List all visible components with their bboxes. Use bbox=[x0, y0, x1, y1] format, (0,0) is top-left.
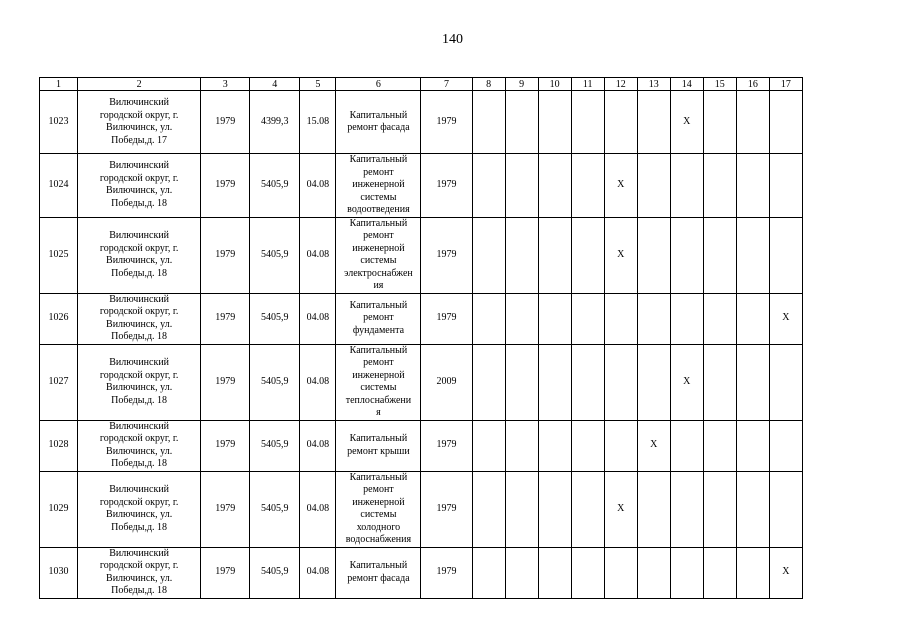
cell-address: Вилючинский городской округ, г. Вилючинск, ул. Победы,д. 18 bbox=[78, 344, 201, 420]
cell-mark bbox=[505, 547, 538, 598]
table-row bbox=[40, 217, 803, 293]
cell-record-number: 1029 bbox=[40, 471, 78, 547]
cell-mark bbox=[637, 91, 670, 154]
cell-mark: X bbox=[769, 547, 802, 598]
cell-mark bbox=[538, 344, 571, 420]
column-header: 5 bbox=[300, 78, 336, 91]
cell-year-built: 1979 bbox=[201, 154, 250, 218]
cell-mark bbox=[538, 471, 571, 547]
cell-mark: X bbox=[604, 217, 637, 293]
cell-code: 04.08 bbox=[300, 293, 336, 344]
cell-area: 5405,9 bbox=[250, 154, 300, 218]
cell-area: 5405,9 bbox=[250, 420, 300, 471]
cell-mark bbox=[571, 154, 604, 218]
cell-code: 04.08 bbox=[300, 547, 336, 598]
cell-year-built: 1979 bbox=[201, 293, 250, 344]
cell-mark bbox=[505, 154, 538, 218]
cell-mark bbox=[736, 471, 769, 547]
cell-mark bbox=[736, 217, 769, 293]
cell-work-type: Капитальный ремонт инженерной системы теплоснабжени я bbox=[336, 344, 421, 420]
table-row bbox=[40, 471, 803, 547]
cell-mark bbox=[472, 420, 505, 471]
cell-mark bbox=[703, 217, 736, 293]
cell-mark bbox=[505, 91, 538, 154]
cell-mark bbox=[670, 471, 703, 547]
cell-mark: X bbox=[769, 293, 802, 344]
cell-mark bbox=[703, 91, 736, 154]
cell-year-built: 1979 bbox=[201, 91, 250, 154]
capital-repair-table bbox=[39, 77, 803, 599]
column-header: 13 bbox=[637, 78, 670, 91]
cell-work-type: Капитальный ремонт инженерной системы водоотведения bbox=[336, 154, 421, 218]
cell-mark bbox=[736, 420, 769, 471]
cell-mark bbox=[736, 344, 769, 420]
cell-code: 04.08 bbox=[300, 471, 336, 547]
cell-year: 1979 bbox=[421, 293, 472, 344]
column-header: 8 bbox=[472, 78, 505, 91]
cell-mark bbox=[670, 154, 703, 218]
cell-work-type: Капитальный ремонт инженерной системы холодного водоснабжения bbox=[336, 471, 421, 547]
cell-year: 1979 bbox=[421, 420, 472, 471]
cell-mark bbox=[637, 293, 670, 344]
cell-mark bbox=[505, 217, 538, 293]
cell-area: 5405,9 bbox=[250, 547, 300, 598]
cell-mark bbox=[703, 154, 736, 218]
cell-mark bbox=[637, 154, 670, 218]
cell-mark bbox=[472, 217, 505, 293]
cell-work-type: Капитальный ремонт инженерной системы электроснабжен ия bbox=[336, 217, 421, 293]
cell-mark bbox=[472, 154, 505, 218]
cell-mark bbox=[736, 547, 769, 598]
cell-mark bbox=[736, 154, 769, 218]
cell-mark bbox=[571, 344, 604, 420]
cell-year-built: 1979 bbox=[201, 547, 250, 598]
cell-area: 5405,9 bbox=[250, 471, 300, 547]
cell-work-type: Капитальный ремонт фасада bbox=[336, 91, 421, 154]
cell-year: 1979 bbox=[421, 217, 472, 293]
cell-mark bbox=[505, 420, 538, 471]
cell-mark bbox=[538, 154, 571, 218]
cell-mark bbox=[604, 547, 637, 598]
column-header: 3 bbox=[201, 78, 250, 91]
cell-record-number: 1023 bbox=[40, 91, 78, 154]
cell-year: 2009 bbox=[421, 344, 472, 420]
cell-mark bbox=[637, 547, 670, 598]
cell-year: 1979 bbox=[421, 547, 472, 598]
cell-address: Вилючинский городской округ, г. Вилючинск, ул. Победы,д. 18 bbox=[78, 471, 201, 547]
cell-area: 5405,9 bbox=[250, 293, 300, 344]
cell-mark bbox=[505, 471, 538, 547]
cell-code: 15.08 bbox=[300, 91, 336, 154]
cell-mark: X bbox=[637, 420, 670, 471]
column-header: 17 bbox=[769, 78, 802, 91]
page-number: 140 bbox=[442, 32, 463, 47]
cell-address: Вилючинский городской округ, г. Вилючинск, ул. Победы,д. 18 bbox=[78, 547, 201, 598]
cell-code: 04.08 bbox=[300, 344, 336, 420]
column-number-row bbox=[40, 78, 803, 91]
cell-mark bbox=[769, 154, 802, 218]
cell-mark bbox=[670, 420, 703, 471]
cell-area: 5405,9 bbox=[250, 217, 300, 293]
cell-mark: X bbox=[604, 154, 637, 218]
cell-address: Вилючинский городской округ, г. Вилючинск, ул. Победы,д. 18 bbox=[78, 420, 201, 471]
column-header: 11 bbox=[571, 78, 604, 91]
cell-mark bbox=[505, 293, 538, 344]
table-row bbox=[40, 91, 803, 154]
column-header: 10 bbox=[538, 78, 571, 91]
cell-mark bbox=[769, 91, 802, 154]
cell-mark bbox=[703, 420, 736, 471]
cell-work-type: Капитальный ремонт фундамента bbox=[336, 293, 421, 344]
cell-address: Вилючинский городской округ, г. Вилючинск, ул. Победы,д. 18 bbox=[78, 293, 201, 344]
cell-mark bbox=[604, 420, 637, 471]
cell-code: 04.08 bbox=[300, 420, 336, 471]
column-header: 7 bbox=[421, 78, 472, 91]
column-header: 4 bbox=[250, 78, 300, 91]
table-row bbox=[40, 420, 803, 471]
cell-mark bbox=[571, 471, 604, 547]
cell-mark bbox=[538, 217, 571, 293]
cell-year: 1979 bbox=[421, 91, 472, 154]
cell-year: 1979 bbox=[421, 471, 472, 547]
cell-work-type: Капитальный ремонт фасада bbox=[336, 547, 421, 598]
table-row bbox=[40, 154, 803, 218]
table-row bbox=[40, 547, 803, 598]
cell-mark bbox=[637, 471, 670, 547]
cell-mark: X bbox=[670, 344, 703, 420]
cell-mark bbox=[703, 471, 736, 547]
cell-mark bbox=[538, 293, 571, 344]
cell-mark bbox=[703, 293, 736, 344]
cell-mark bbox=[769, 471, 802, 547]
cell-record-number: 1028 bbox=[40, 420, 78, 471]
cell-year-built: 1979 bbox=[201, 420, 250, 471]
column-header: 9 bbox=[505, 78, 538, 91]
column-header: 1 bbox=[40, 78, 78, 91]
cell-mark: X bbox=[670, 91, 703, 154]
cell-mark bbox=[538, 420, 571, 471]
cell-mark bbox=[670, 217, 703, 293]
cell-area: 4399,3 bbox=[250, 91, 300, 154]
cell-code: 04.08 bbox=[300, 154, 336, 218]
cell-mark bbox=[571, 547, 604, 598]
cell-mark bbox=[703, 547, 736, 598]
cell-mark bbox=[472, 91, 505, 154]
cell-mark bbox=[670, 293, 703, 344]
cell-mark bbox=[670, 547, 703, 598]
cell-mark bbox=[736, 91, 769, 154]
cell-mark bbox=[604, 91, 637, 154]
column-header: 16 bbox=[736, 78, 769, 91]
cell-mark bbox=[637, 217, 670, 293]
column-header: 12 bbox=[604, 78, 637, 91]
cell-mark bbox=[505, 344, 538, 420]
cell-mark bbox=[769, 344, 802, 420]
cell-mark bbox=[538, 547, 571, 598]
cell-address: Вилючинский городской округ, г. Вилючинск, ул. Победы,д. 18 bbox=[78, 154, 201, 218]
cell-record-number: 1030 bbox=[40, 547, 78, 598]
cell-mark bbox=[604, 344, 637, 420]
column-header: 14 bbox=[670, 78, 703, 91]
cell-mark bbox=[571, 217, 604, 293]
cell-mark bbox=[571, 293, 604, 344]
cell-mark bbox=[571, 420, 604, 471]
column-header: 15 bbox=[703, 78, 736, 91]
cell-mark bbox=[769, 217, 802, 293]
cell-mark bbox=[472, 471, 505, 547]
cell-area: 5405,9 bbox=[250, 344, 300, 420]
cell-record-number: 1025 bbox=[40, 217, 78, 293]
cell-mark bbox=[571, 91, 604, 154]
cell-mark bbox=[637, 344, 670, 420]
cell-year-built: 1979 bbox=[201, 344, 250, 420]
cell-address: Вилючинский городской округ, г. Вилючинск, ул. Победы,д. 17 bbox=[78, 91, 201, 154]
column-header: 6 bbox=[336, 78, 421, 91]
cell-year-built: 1979 bbox=[201, 217, 250, 293]
cell-mark bbox=[604, 293, 637, 344]
column-header: 2 bbox=[78, 78, 201, 91]
cell-code: 04.08 bbox=[300, 217, 336, 293]
cell-year-built: 1979 bbox=[201, 471, 250, 547]
table-row bbox=[40, 293, 803, 344]
cell-mark bbox=[472, 547, 505, 598]
cell-record-number: 1026 bbox=[40, 293, 78, 344]
cell-work-type: Капитальный ремонт крыши bbox=[336, 420, 421, 471]
table-row bbox=[40, 344, 803, 420]
cell-mark bbox=[472, 344, 505, 420]
cell-mark bbox=[703, 344, 736, 420]
cell-mark bbox=[769, 420, 802, 471]
cell-mark bbox=[472, 293, 505, 344]
cell-address: Вилючинский городской округ, г. Вилючинск, ул. Победы,д. 18 bbox=[78, 217, 201, 293]
cell-record-number: 1027 bbox=[40, 344, 78, 420]
cell-mark: X bbox=[604, 471, 637, 547]
cell-mark bbox=[736, 293, 769, 344]
cell-mark bbox=[538, 91, 571, 154]
cell-record-number: 1024 bbox=[40, 154, 78, 218]
cell-year: 1979 bbox=[421, 154, 472, 218]
